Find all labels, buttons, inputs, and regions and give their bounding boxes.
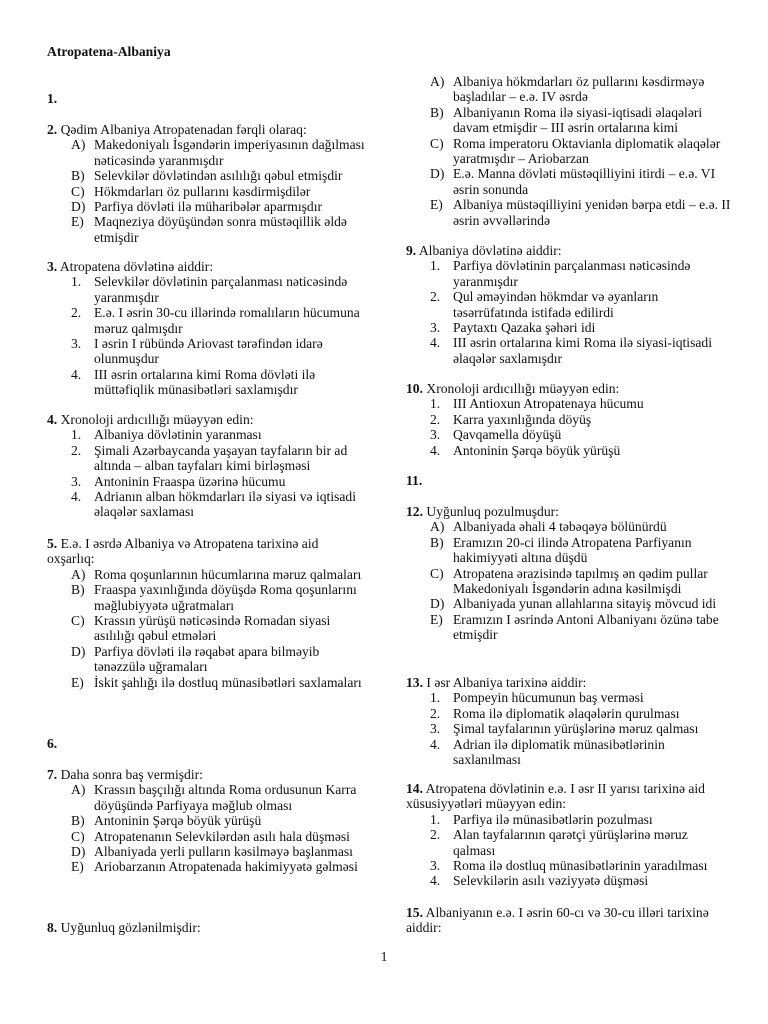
option-marker: D) [430, 166, 445, 182]
option-text: Atropatenanın Selevkilərdən asılı hala düşməsi [94, 828, 350, 844]
option-marker: 3. [430, 320, 441, 336]
question-number: 4. [47, 412, 58, 427]
question-header [406, 504, 731, 519]
question-text: I əsr Albaniya tarixinə aiddir: [426, 675, 587, 690]
question-block [406, 504, 731, 643]
answer-option [47, 336, 367, 367]
option-text: Atropatena ərazisində tapılmış ən qədim pullar Makedoniyalı İsgəndərin adına kəsilmişdi [453, 565, 708, 597]
answer-option [47, 199, 367, 214]
answer-option [406, 443, 731, 458]
answer-option [406, 105, 731, 136]
question-number: 11. [406, 473, 423, 488]
option-text: Antoninin Şərqə böyük yürüşü [453, 442, 621, 458]
option-text: Eramızın I əsrində Antoni Albaniyanı özünə tabe etmişdir [453, 611, 719, 643]
answer-option [406, 690, 731, 705]
question-header [47, 412, 367, 427]
answer-option [406, 566, 731, 597]
question-number: 2. [47, 122, 58, 137]
option-text: Albaniya hökmdarları öz pullarını kəsdirməyə başladılar – e.ə. IV əsrdə [453, 74, 705, 105]
question-text: E.ə. I əsrdə Albaniya və Atropatena tarixinə aid oxşarlıq: [47, 536, 319, 567]
option-marker: 2. [430, 827, 441, 843]
question-header [47, 767, 367, 782]
answer-option [47, 844, 367, 859]
answer-option [47, 582, 367, 613]
option-marker: D) [71, 643, 86, 659]
option-marker: 4. [430, 335, 441, 351]
question-text: Uyğunluq gözlənilmişdir: [60, 920, 201, 935]
question-block [47, 736, 367, 751]
question-header [47, 536, 367, 567]
answer-option [47, 489, 367, 520]
option-marker: 1. [430, 258, 441, 274]
option-marker: E) [71, 674, 84, 690]
option-marker: B) [71, 582, 85, 598]
answer-option [47, 274, 367, 305]
question-header [406, 781, 731, 812]
answer-option [406, 166, 731, 197]
answer-option [47, 305, 367, 336]
question-number: 7. [47, 767, 58, 782]
option-marker: A) [430, 74, 445, 89]
question-block [47, 412, 367, 520]
question-header [47, 259, 367, 274]
option-marker: 1. [71, 274, 82, 290]
answer-option [47, 675, 367, 690]
question-block [406, 74, 731, 228]
answer-option [406, 721, 731, 736]
option-marker: 4. [71, 489, 82, 505]
option-marker: 3. [71, 336, 82, 352]
answer-option [47, 367, 367, 398]
option-text: Krassın başçılığı altında Roma ordusunun Karra döyüşündə Parfiyaya məğlub olması [94, 782, 357, 813]
question-number: 8. [47, 920, 58, 935]
question-number: 13. [406, 675, 423, 690]
option-marker: 3. [71, 473, 82, 489]
option-text: E.ə. I əsrin 30-cu illərində romalıların hücumuna məruz qalmışdır [94, 305, 360, 336]
option-text: Pompeyin hücumunun baş verməsi [453, 690, 644, 706]
question-text: Xronoloji ardıcıllığı müəyyən edin: [426, 381, 620, 396]
answer-option [406, 74, 731, 105]
option-text: Albaniya dövlətinin yaranması [94, 427, 262, 443]
option-marker: E) [430, 197, 443, 213]
question-header [47, 736, 367, 751]
option-text: Qavqamella döyüşü [453, 427, 562, 443]
question-number: 1. [47, 91, 58, 106]
option-marker: 4. [430, 873, 441, 889]
question-block [406, 243, 731, 366]
option-marker: D) [71, 199, 86, 215]
option-text: Şimal tayfalarının yürüşlərinə məruz qalması [453, 721, 699, 737]
question-number: 5. [47, 536, 58, 551]
option-marker: B) [71, 813, 85, 829]
option-text: Albaniyada yunan allahlarına sitayiş mövcud idi [453, 596, 717, 612]
option-marker: 3. [430, 427, 441, 443]
answer-option [406, 612, 731, 643]
question-block [47, 122, 367, 245]
option-marker: 2. [430, 411, 441, 427]
option-text: Qul əməyindən hökmdar və əyanların təsərrüfatında istifadə edilirdi [453, 289, 659, 320]
option-text: Parfiya dövləti ilə rəqabət apara bilməyib tənəzzülə uğramaları [94, 643, 320, 675]
option-marker: 4. [430, 736, 441, 752]
option-marker: A) [71, 566, 86, 582]
question-header [406, 675, 731, 690]
option-text: Adrianın alban hökmdarları ilə siyasi və iqtisadi əlaqələr saxlaması [94, 489, 356, 520]
answer-option [47, 644, 367, 675]
option-marker: B) [430, 534, 444, 550]
answer-option [47, 474, 367, 489]
option-text: Paytaxtı Qazaka şəhəri idi [453, 320, 596, 336]
option-marker: 2. [71, 305, 82, 321]
option-text: Maqneziya döyüşündən sonra müstəqillik əldə etmişdir [94, 214, 347, 245]
option-marker: E) [71, 859, 84, 875]
option-marker: 3. [430, 721, 441, 737]
option-marker: 3. [430, 858, 441, 874]
option-text: Roma qoşunlarının hücumlarına məruz qalmaları [94, 566, 362, 582]
question-block [47, 920, 367, 935]
answer-option [406, 197, 731, 228]
answer-option [406, 812, 731, 827]
answer-option [406, 737, 731, 768]
question-number: 15. [406, 905, 423, 920]
option-marker: 1. [430, 690, 441, 706]
question-text: Uyğunluq pozulmuşdur: [426, 504, 559, 519]
option-marker: 1. [430, 811, 441, 827]
option-text: E.ə. Manna dövləti müstəqilliyini itirdi – e.ə. VI əsrin sonunda [453, 166, 716, 197]
option-marker: 4. [430, 442, 441, 458]
question-header [47, 91, 367, 106]
option-marker: C) [71, 613, 85, 629]
question-number: 14. [406, 781, 423, 796]
question-text: Albaniyanın e.ə. I əsrin 60-cı və 30-cu illəri tarixinə aiddir: [406, 905, 709, 936]
answer-option [47, 168, 367, 183]
option-text: Parfiya dövləti ilə müharibələr aparmışdır [94, 199, 322, 215]
question-block [47, 91, 367, 106]
answer-option [406, 335, 731, 366]
question-number: 10. [406, 381, 423, 396]
option-marker: A) [430, 519, 445, 535]
answer-option [406, 873, 731, 888]
answer-option [47, 184, 367, 199]
question-header [47, 122, 367, 137]
question-header [406, 473, 731, 488]
option-text: I əsrin I rübündə Ariovast tərəfindən idarə olunmuşdur [94, 336, 323, 367]
question-text: Albaniya dövlətinə aiddir: [418, 243, 562, 258]
document-title: Atropatena-Albaniya [47, 44, 171, 59]
question-block [47, 767, 367, 875]
answer-option [406, 396, 731, 411]
option-marker: D) [430, 596, 445, 612]
option-text: III əsrin ortalarına kimi Roma dövləti ilə müttəfiqlik münasibətləri saxlamışdır [94, 366, 316, 398]
question-header [406, 243, 731, 258]
option-text: Albaniyanın Roma ilə siyasi-iqtisadi əlaqələri davam etmişdir – III əsrin ortalarına kimi [453, 104, 703, 136]
option-marker: C) [430, 135, 444, 151]
option-text: Ariobarzanın Atropatenada hakimiyyətə gəlməsi [94, 859, 358, 875]
answer-option [47, 613, 367, 644]
question-number: 9. [406, 243, 417, 258]
answer-option [47, 427, 367, 442]
option-text: Makedoniyalı İsgəndərin imperiyasının dağılması nəticəsində yaranmışdır [94, 137, 365, 168]
option-text: Selevkilər dövlətindən asılılığı qəbul etmişdir [94, 168, 343, 184]
option-text: Antoninin Fraaspa üzərinə hücumu [94, 473, 286, 489]
answer-option [406, 136, 731, 167]
answer-option [406, 596, 731, 611]
option-text: Parfiya dövlətinin parçalanması nəticəsində yaranmışdır [453, 258, 691, 289]
answer-option [406, 827, 731, 858]
answer-option [406, 535, 731, 566]
question-text: Daha sonra baş vermişdir: [60, 767, 203, 782]
option-text: Alan tayfalarının qarətçi yürüşlərinə məruz qalması [453, 827, 688, 858]
question-block [406, 905, 731, 936]
option-text: Karra yaxınlığında döyüş [453, 411, 592, 427]
page-number: 1 [380, 949, 388, 964]
option-text: Roma imperatoru Oktavianla diplomatik əlaqələr yaratmışdır – Ariobarzan [453, 135, 721, 167]
question-header [406, 381, 731, 396]
answer-option [406, 858, 731, 873]
option-text: Albaniya müstəqilliyini yenidən bərpa etdi – e.ə. II əsrin əvvəllərində [453, 197, 731, 228]
option-marker: D) [71, 844, 86, 860]
question-number: 12. [406, 504, 423, 519]
option-text: III Antioxun Atropatenaya hücumu [453, 396, 644, 412]
answer-option [47, 782, 367, 813]
option-text: Selevkilərin asılı vəziyyətə düşməsi [453, 873, 649, 889]
option-text: Roma ilə diplomatik əlaqələrin qurulması [453, 705, 680, 721]
option-text: Albaniyada yerli pulların kəsilməyə başlanması [94, 844, 353, 860]
question-text: Atropatena dövlətinə aiddir: [59, 259, 214, 274]
answer-option [406, 519, 731, 534]
answer-option [406, 258, 731, 289]
option-marker: 2. [430, 705, 441, 721]
option-text: Fraaspa yaxınlığında döyüşdə Roma qoşunlarını məğlubiyyətə uğratmaları [94, 582, 357, 613]
option-text: Roma ilə dostluq münasibətlərinin yaradılması [453, 858, 708, 874]
option-marker: 2. [71, 442, 82, 458]
option-marker: B) [71, 168, 85, 184]
question-block [406, 473, 731, 488]
answer-option [47, 214, 367, 245]
question-text: Qədim Albaniya Atropatenadan fərqli olaraq: [60, 122, 307, 137]
option-marker: C) [71, 828, 85, 844]
answer-option [406, 427, 731, 442]
option-text: Eramızın 20-ci ilində Atropatena Parfiyanın hakimiyyəti altına düşdü [453, 534, 692, 566]
option-text: Parfiya ilə münasibətlərin pozulması [453, 811, 653, 827]
question-block [406, 381, 731, 458]
question-number: 3. [47, 259, 58, 274]
option-marker: 1. [71, 427, 82, 443]
answer-option [406, 412, 731, 427]
option-marker: A) [71, 137, 86, 153]
answer-option [47, 137, 367, 168]
option-marker: 2. [430, 289, 441, 305]
option-text: Krassın yürüşü nəticəsində Romadan siyasi asılılığı qəbul etmələri [94, 613, 331, 644]
option-text: III əsrin ortalarına kimi Roma ilə siyasi-iqtisadi əlaqələr saxlamışdır [453, 335, 712, 366]
option-marker: A) [71, 782, 86, 798]
option-text: Antoninin Şərqə böyük yürüşü [94, 813, 262, 829]
question-block [406, 781, 731, 889]
question-block [406, 675, 731, 767]
option-text: Hökmdarları öz pullarını kəsdirmişdilər [94, 183, 311, 199]
question-number: 6. [47, 736, 58, 751]
option-marker: C) [71, 183, 85, 199]
answer-option [47, 443, 367, 474]
answer-option [406, 706, 731, 721]
option-text: İskit şahlığı ilə dostluq münasibətləri saxlamaları [94, 674, 362, 690]
answer-option [406, 289, 731, 320]
option-marker: E) [71, 214, 84, 230]
option-text: Şimali Azərbaycanda yaşayan tayfaların bir ad altında – alban tayfaları kimi birləşməsi [94, 442, 348, 474]
question-header [47, 920, 367, 935]
answer-option [47, 859, 367, 874]
question-text: Xronoloji ardıcıllığı müəyyən edin: [60, 412, 254, 427]
answer-option [47, 813, 367, 828]
option-text: Albaniyada əhali 4 təbəqəyə bölünürdü [453, 519, 667, 535]
option-marker: C) [430, 565, 444, 581]
answer-option [47, 567, 367, 582]
option-text: Selevkilər dövlətinin parçalanması nəticəsində yaranmışdır [94, 274, 348, 305]
option-marker: 4. [71, 366, 82, 382]
answer-option [406, 320, 731, 335]
option-marker: 1. [430, 396, 441, 412]
question-text: Atropatena dövlətinin e.ə. I əsr II yarısı tarixinə aid xüsusiyyətləri müəyyən edin: [406, 781, 705, 812]
question-block [47, 259, 367, 398]
option-text: Adrian ilə diplomatik münasibətlərinin saxlanılması [453, 736, 665, 768]
answer-option [47, 829, 367, 844]
option-marker: B) [430, 104, 444, 120]
question-block [47, 536, 367, 690]
question-header [406, 905, 731, 936]
option-marker: E) [430, 611, 443, 627]
